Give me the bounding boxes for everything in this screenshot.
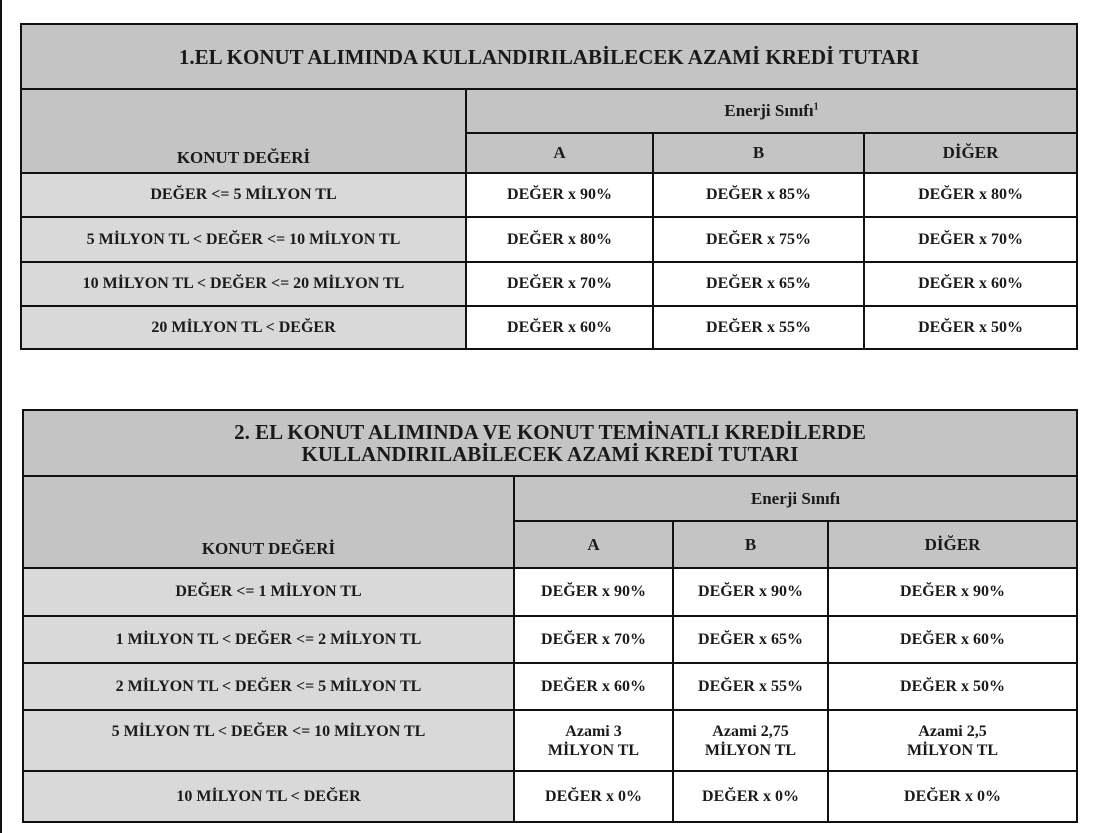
value-line1: Azami 3 xyxy=(565,722,622,740)
page-edge-line xyxy=(0,0,2,833)
value-cell: DEĞER x 65% xyxy=(673,616,828,663)
row-label: 10 MİLYON TL < DEĞER xyxy=(23,771,514,822)
table-row xyxy=(23,663,1077,710)
value-cell xyxy=(514,710,673,771)
row-label: 1 MİLYON TL < DEĞER <= 2 MİLYON TL xyxy=(23,616,514,663)
column-header-b: B xyxy=(673,521,828,568)
value-cell: DEĞER x 60% xyxy=(466,306,653,349)
value-line2: MİLYON TL xyxy=(547,741,640,759)
row-label: 5 MİLYON TL < DEĞER <= 10 MİLYON TL xyxy=(21,217,466,262)
column-header-a: A xyxy=(514,521,673,568)
energy-class-header xyxy=(466,89,1077,133)
table-title-line1: 2. EL KONUT ALIMINDA VE KONUT TEMİNATLI KREDİLERDE xyxy=(234,420,866,444)
energy-class-label: Enerji Sınıfı xyxy=(724,101,814,120)
value-cell: DEĞER x 85% xyxy=(653,173,864,217)
row-label: DEĞER <= 5 MİLYON TL xyxy=(21,173,466,217)
value-cell: DEĞER x 55% xyxy=(653,306,864,349)
value-cell: DEĞER x 0% xyxy=(673,771,828,822)
table-row xyxy=(21,217,1077,262)
value-cell: DEĞER x 60% xyxy=(828,616,1077,663)
second-hand-credit-table xyxy=(22,409,1078,823)
value-cell xyxy=(673,710,828,771)
row-label: 2 MİLYON TL < DEĞER <= 5 MİLYON TL xyxy=(23,663,514,710)
value-cell: DEĞER x 70% xyxy=(514,616,673,663)
value-cell: DEĞER x 60% xyxy=(864,262,1077,306)
row-label: 5 MİLYON TL < DEĞER <= 10 MİLYON TL xyxy=(23,710,514,771)
value-cell: DEĞER x 50% xyxy=(864,306,1077,349)
table-title: 1.EL KONUT ALIMINDA KULLANDIRILABİLECEK AZAMİ KREDİ TUTARI xyxy=(21,24,1077,89)
value-cell: DEĞER x 70% xyxy=(466,262,653,306)
value-cell: DEĞER x 90% xyxy=(514,568,673,616)
table-row xyxy=(23,616,1077,663)
footnote-marker: 1 xyxy=(813,101,819,113)
value-cell: DEĞER x 60% xyxy=(514,663,673,710)
table-title xyxy=(23,410,1077,476)
energy-class-header: Enerji Sınıfı xyxy=(514,476,1077,521)
value-line1: Azami 2,75 xyxy=(712,722,789,740)
row-label: DEĞER <= 1 MİLYON TL xyxy=(23,568,514,616)
value-cell: DEĞER x 90% xyxy=(673,568,828,616)
column-header-a: A xyxy=(466,133,653,173)
column-header-diger: DİĞER xyxy=(828,521,1077,568)
table-row xyxy=(23,771,1077,822)
first-hand-credit-table xyxy=(20,23,1078,350)
table-title-line2: KULLANDIRILABİLECEK AZAMİ KREDİ TUTARI xyxy=(301,442,799,466)
value-cell xyxy=(828,710,1077,771)
column-header-diger: DİĞER xyxy=(864,133,1077,173)
table-row xyxy=(21,262,1077,306)
konut-degeri-header: KONUT DEĞERİ xyxy=(23,476,514,568)
value-cell: DEĞER x 55% xyxy=(673,663,828,710)
value-cell: DEĞER x 65% xyxy=(653,262,864,306)
value-cell: DEĞER x 70% xyxy=(864,217,1077,262)
value-cell: DEĞER x 80% xyxy=(466,217,653,262)
row-label: 20 MİLYON TL < DEĞER xyxy=(21,306,466,349)
column-header-b: B xyxy=(653,133,864,173)
value-cell: DEĞER x 0% xyxy=(828,771,1077,822)
table-row xyxy=(21,306,1077,349)
value-cell: DEĞER x 90% xyxy=(466,173,653,217)
value-cell: DEĞER x 90% xyxy=(828,568,1077,616)
value-cell: DEĞER x 0% xyxy=(514,771,673,822)
value-cell: DEĞER x 80% xyxy=(864,173,1077,217)
value-line2: MİLYON TL xyxy=(704,741,797,759)
value-line1: Azami 2,5 xyxy=(918,722,987,740)
konut-degeri-header: KONUT DEĞERİ xyxy=(21,89,466,173)
value-cell: DEĞER x 50% xyxy=(828,663,1077,710)
value-cell: DEĞER x 75% xyxy=(653,217,864,262)
table-row xyxy=(23,710,1077,771)
table-row xyxy=(23,568,1077,616)
table-row xyxy=(21,173,1077,217)
value-line2: MİLYON TL xyxy=(906,741,999,759)
row-label: 10 MİLYON TL < DEĞER <= 20 MİLYON TL xyxy=(21,262,466,306)
